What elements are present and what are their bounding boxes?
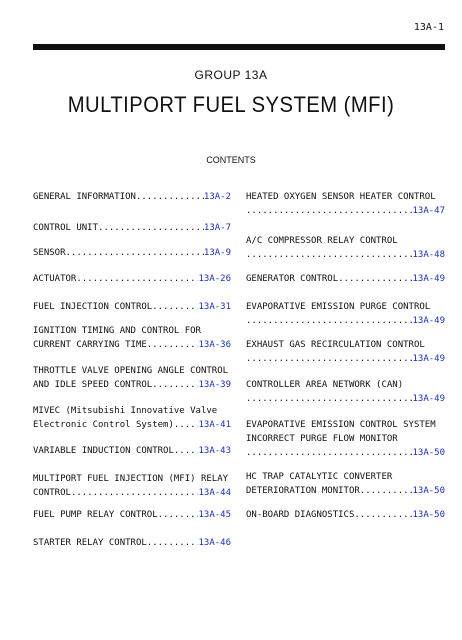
toc-page-link[interactable]: 13A-49 xyxy=(412,316,445,326)
toc-entry-label: AND IDLE SPEED CONTROL xyxy=(33,380,153,390)
toc-entry-label: CONTROL UNIT xyxy=(33,223,99,233)
toc-page-link[interactable]: 13A-2 xyxy=(203,192,231,202)
toc-entry-left-3 xyxy=(33,246,231,260)
toc-entry-left-6 xyxy=(33,324,231,352)
toc-entry-label: ACTUATOR xyxy=(33,274,77,284)
dot-leader xyxy=(147,536,199,550)
toc-entry-label: MIVEC (Mitsubishi Innovative Valve xyxy=(33,406,218,416)
toc-page-link[interactable]: 13A-49 xyxy=(412,354,445,364)
toc-page-link[interactable]: 13A-49 xyxy=(412,394,445,404)
toc-entry-label: EVAPORATIVE EMISSION CONTROL SYSTEM xyxy=(246,420,436,430)
toc-entry-line xyxy=(33,300,231,314)
toc-entry-left-10 xyxy=(33,472,231,500)
toc-entry-left-1 xyxy=(33,190,231,204)
toc-page-link[interactable]: 13A-49 xyxy=(412,274,445,284)
toc-entry-line xyxy=(246,204,445,218)
toc-entry-line xyxy=(246,338,445,352)
toc-entry-line xyxy=(246,392,445,406)
header-rule xyxy=(33,44,445,50)
toc-entry-line xyxy=(33,364,231,378)
toc-entry-label: MULTIPORT FUEL INJECTION (MFI) RELAY xyxy=(33,474,229,484)
toc-entry-right-6 xyxy=(246,378,445,406)
toc-entry-right-9 xyxy=(246,508,445,522)
toc-page-link[interactable]: 13A-50 xyxy=(412,448,445,458)
toc-entry-label: HEATED OXYGEN SENSOR HEATER CONTROL xyxy=(246,192,436,202)
toc-entry-line xyxy=(33,272,231,286)
toc-entry-label: ON-BOARD DIAGNOSTICS xyxy=(246,510,355,520)
dot-leader xyxy=(174,444,199,458)
dot-leader xyxy=(152,300,198,314)
toc-entry-line xyxy=(33,508,231,522)
toc-page-link[interactable]: 13A-48 xyxy=(412,250,445,260)
toc-entry-label: GENERATOR CONTROL xyxy=(246,274,339,284)
dot-leader xyxy=(98,221,204,235)
toc-entry-line xyxy=(33,536,231,550)
dot-leader xyxy=(66,246,204,260)
toc-page-link[interactable]: 13A-46 xyxy=(198,538,231,548)
toc-page-link[interactable]: 13A-7 xyxy=(203,223,231,233)
toc-entry-line xyxy=(33,190,231,204)
toc-entry-line xyxy=(33,486,231,500)
toc-entry-label: EXHAUST GAS RECIRCULATION CONTROL xyxy=(246,340,425,350)
toc-entry-label: EVAPORATIVE EMISSION PURGE CONTROL xyxy=(246,302,431,312)
toc-entry-line xyxy=(246,378,445,392)
toc-entry-left-4 xyxy=(33,272,231,286)
dot-leader xyxy=(147,338,199,352)
toc-entry-line xyxy=(33,246,231,260)
toc-entry-label: FUEL INJECTION CONTROL xyxy=(33,302,153,312)
toc-entry-line xyxy=(246,300,445,314)
dot-leader xyxy=(246,392,412,406)
toc-entry-line xyxy=(33,324,231,338)
toc-page-link[interactable]: 13A-45 xyxy=(198,510,231,520)
toc-entry-left-2 xyxy=(33,221,231,235)
toc-entry-label: A/C COMPRESSOR RELAY CONTROL xyxy=(246,236,398,246)
toc-entry-label: Electronic Control System) xyxy=(33,420,174,430)
dot-leader xyxy=(158,508,199,522)
dot-leader xyxy=(246,248,412,262)
toc-entry-right-4 xyxy=(246,300,445,328)
toc-entry-label: THROTTLE VALVE OPENING ANGLE CONTROL xyxy=(33,366,229,376)
dot-leader xyxy=(136,190,204,204)
contents-heading: CONTENTS xyxy=(206,155,256,165)
toc-page-link[interactable]: 13A-47 xyxy=(412,206,445,216)
toc-page-link[interactable]: 13A-31 xyxy=(198,302,231,312)
toc-entry-right-3 xyxy=(246,272,445,286)
toc-entry-line xyxy=(246,248,445,262)
toc-entry-line xyxy=(33,221,231,235)
dot-leader xyxy=(360,484,413,498)
toc-entry-line xyxy=(246,314,445,328)
toc-entry-line xyxy=(246,234,445,248)
dot-leader xyxy=(338,272,412,286)
toc-page-link[interactable]: 13A-44 xyxy=(198,488,231,498)
dot-leader xyxy=(246,446,412,460)
toc-entry-right-1 xyxy=(246,190,445,218)
toc-entry-line xyxy=(246,432,445,446)
toc-page-link[interactable]: 13A-41 xyxy=(198,420,231,430)
toc-entry-left-7 xyxy=(33,364,231,392)
toc-entry-line xyxy=(33,404,231,418)
group-label: GROUP 13A xyxy=(194,68,268,82)
toc-entry-label: FUEL PUMP RELAY CONTROL xyxy=(33,510,158,520)
dot-leader xyxy=(354,508,412,522)
dot-leader xyxy=(152,378,198,392)
toc-entry-label: CONTROL xyxy=(33,488,71,498)
toc-entry-line xyxy=(246,272,445,286)
dot-leader xyxy=(174,418,199,432)
toc-entry-right-8 xyxy=(246,470,445,498)
toc-entry-label: IGNITION TIMING AND CONTROL FOR xyxy=(33,326,201,336)
toc-page-link[interactable]: 13A-26 xyxy=(198,274,231,284)
toc-entry-label: SENSOR xyxy=(33,248,66,258)
page-title: MULTIPORT FUEL SYSTEM (MFI) xyxy=(67,92,395,117)
dot-leader xyxy=(246,352,412,366)
toc-entry-label: DETERIORATION MONITOR xyxy=(246,486,360,496)
dot-leader xyxy=(71,486,199,500)
toc-entry-label: VARIABLE INDUCTION CONTROL xyxy=(33,446,174,456)
toc-page-link[interactable]: 13A-9 xyxy=(203,248,231,258)
toc-entry-line xyxy=(246,484,445,498)
toc-entry-line xyxy=(246,508,445,522)
toc-entry-line xyxy=(33,444,231,458)
toc-entry-label: STARTER RELAY CONTROL xyxy=(33,538,147,548)
toc-entry-line xyxy=(33,418,231,432)
toc-page-link[interactable]: 13A-50 xyxy=(412,486,445,496)
toc-entry-left-12 xyxy=(33,536,231,550)
toc-entry-label: GENERAL INFORMATION xyxy=(33,192,136,202)
toc-entry-line xyxy=(33,338,231,352)
toc-page-link[interactable]: 13A-50 xyxy=(412,510,445,520)
toc-entry-line xyxy=(33,378,231,392)
toc-page-link[interactable]: 13A-39 xyxy=(198,380,231,390)
toc-entry-label: INCORRECT PURGE FLOW MONITOR xyxy=(246,434,398,444)
toc-entry-right-2 xyxy=(246,234,445,262)
toc-page-link[interactable]: 13A-36 xyxy=(198,340,231,350)
toc-entry-line xyxy=(246,418,445,432)
toc-entry-left-11 xyxy=(33,508,231,522)
toc-entry-left-9 xyxy=(33,444,231,458)
toc-entry-label: CONTROLLER AREA NETWORK (CAN) xyxy=(246,380,404,390)
toc-entry-line xyxy=(246,470,445,484)
toc-entry-line xyxy=(246,190,445,204)
dot-leader xyxy=(76,272,198,286)
toc-entry-line xyxy=(246,446,445,460)
toc-entry-label: CURRENT CARRYING TIME xyxy=(33,340,147,350)
toc-page-link[interactable]: 13A-43 xyxy=(198,446,231,456)
toc-entry-line xyxy=(246,352,445,366)
toc-entry-left-8 xyxy=(33,404,231,432)
toc-entry-left-5 xyxy=(33,300,231,314)
dot-leader xyxy=(246,314,412,328)
toc-entry-line xyxy=(33,472,231,486)
toc-entry-right-5 xyxy=(246,338,445,366)
toc-entry-label: HC TRAP CATALYTIC CONVERTER xyxy=(246,472,393,482)
toc-entry-right-7 xyxy=(246,418,445,460)
dot-leader xyxy=(246,204,412,218)
page-number: 13A-1 xyxy=(413,22,444,33)
